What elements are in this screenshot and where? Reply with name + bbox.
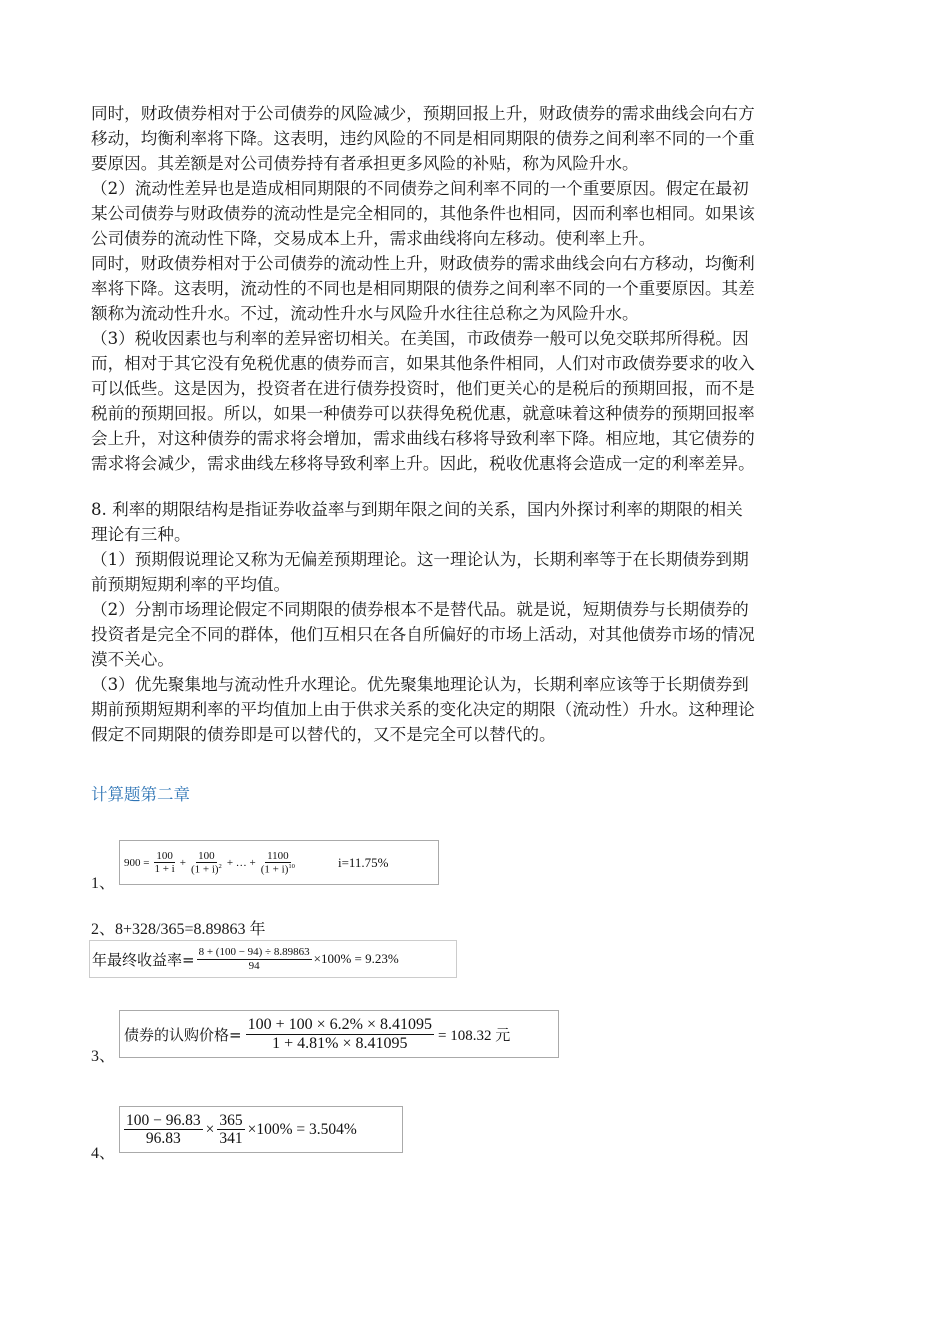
text-line: （2）流动性差异也是造成相同期限的不同债券之间利率不同的一个重要原因。假定在最初 xyxy=(91,179,749,198)
q1-result: i=11.75% xyxy=(337,854,389,870)
q4-times: × xyxy=(205,1120,215,1138)
q4-result: ×100% = 3.504% xyxy=(247,1120,357,1138)
question-3-number: 3、 xyxy=(91,1048,116,1065)
text-line: 额称为流动性升水。不过，流动性升水与风险升水往往总称之为风险升水。 xyxy=(91,304,639,323)
q2-result: ×100% = 9.23% xyxy=(313,951,399,966)
q1-term2: $\frac{100}{(1 + i)^2}$ xyxy=(190,849,222,876)
text-line: 公司债券的流动性下降，交易成本上升，需求曲线将向左移动。使利率上升。 xyxy=(91,229,656,248)
text-line: 可以低些。这是因为，投资者在进行债券投资时，他们更关心的是税后的预期回报，而不是 xyxy=(91,379,755,398)
question-1-number: 1、 xyxy=(91,875,116,892)
text-line: 漠不关心。 xyxy=(91,650,174,669)
text-line: 税前的预期回报。所以，如果一种债券可以获得免税优惠，就意味着这种债券的预期回报率 xyxy=(91,404,755,423)
text-line: 期前预期短期利率的平均值加上由于供求关系的变化决定的期限（流动性）升水。这种理论 xyxy=(91,700,755,719)
q3-result: = 108.32 元 xyxy=(437,1027,511,1044)
q4-fraction-2: $\frac{365}{341}$ xyxy=(219,1111,243,1147)
q1-lhs: 900 = xyxy=(124,856,150,869)
text-line: 理论有三种。 xyxy=(91,525,191,544)
q1-plus: + xyxy=(179,856,186,869)
formula-q1 xyxy=(119,840,439,885)
formula-q2 xyxy=(89,940,457,978)
q2-label: 年最终收益率= xyxy=(92,950,195,969)
q3-fraction: $\frac{100 + 100 \times 6.2\% \times 8.41095}{1 + 4.81\% \times 8.41095}$ xyxy=(247,1015,432,1052)
formula-q3 xyxy=(119,1010,559,1058)
question-4-number: 4、 xyxy=(91,1145,116,1162)
q2-fraction: $\frac{8 + (100 - 94) \div 8.89863}{94}$ xyxy=(198,946,310,972)
q3-label: 债券的认购价格= xyxy=(124,1025,242,1044)
text-line: （3）税收因素也与利率的差异密切相关。在美国，市政债券一般可以免交联邦所得税。因 xyxy=(91,329,749,348)
text-line: （3）优先聚集地与流动性升水理论。优先聚集地理论认为，长期利率应该等于长期债券到 xyxy=(91,675,749,694)
q1-term1: $\frac{100}{1 + i}$ xyxy=(154,849,175,875)
text-line: 率将下降。这表明，流动性的不同也是相同期限的债券之间利率不同的一个重要原因。其差 xyxy=(91,279,755,298)
text-line: 要原因。其差额是对公司债券持有者承担更多风险的补贴，称为风险升水。 xyxy=(91,154,639,173)
paragraph-risk-liquidity-tax xyxy=(91,101,863,476)
text-line: 前预期短期利率的平均值。 xyxy=(91,575,291,594)
text-line: 某公司债券与财政债券的流动性是完全相同的，其他条件也相同，因而利率也相同。如果该 xyxy=(91,204,755,223)
q1-dots: + … + xyxy=(226,856,256,869)
section-heading: 计算题第二章 xyxy=(91,785,190,804)
text-line: 而，相对于其它没有免税优惠的债券而言，如果其他条件相同，人们对市政债券要求的收入 xyxy=(91,354,755,373)
text-line: 假定不同期限的债券即是可以替代的，又不是完全可以替代的。 xyxy=(91,725,556,744)
text-line: 需求将会减少，需求曲线左移将导致利率上升。因此，税收优惠将会造成一定的利率差异。 xyxy=(91,454,755,473)
q1-term3: $\frac{1100}{(1 + i)^{10}}$ xyxy=(260,849,295,876)
q4-fraction-1: $\frac{100 - 96.83}{96.83}$ xyxy=(126,1111,201,1147)
text-line: （2）分割市场理论假定不同期限的债券根本不是替代品。就是说，短期债券与长期债券的 xyxy=(91,600,749,619)
text-line: 移动，均衡利率将下降。这表明，违约风险的不同是相同期限的债券之间利率不同的一个重 xyxy=(91,129,755,148)
text-line: （1）预期假说理论又称为无偏差预期理论。这一理论认为，长期利率等于在长期债券到期 xyxy=(91,550,749,569)
text-line: 8. 利率的期限结构是指证券收益率与到期年限之间的关系，国内外探讨利率的期限的相关 xyxy=(91,500,743,519)
text-line: 同时，财政债券相对于公司债券的风险减少，预期回报上升，财政债券的需求曲线会向右方 xyxy=(91,104,755,123)
paragraph-term-structure xyxy=(91,497,863,747)
text-line: 会上升，对这种债券的需求将会增加，需求曲线右移将导致利率下降。相应地，其它债券的 xyxy=(91,429,755,448)
text-line: 投资者是完全不同的群体，他们互相只在各自所偏好的市场上活动，对其他债券市场的情况 xyxy=(91,625,755,644)
question-2-line: 2、8+328/365=8.89863 年 xyxy=(91,921,266,938)
text-line: 同时，财政债券相对于公司债券的流动性上升，财政债券的需求曲线会向右方移动，均衡利 xyxy=(91,254,755,273)
formula-q4 xyxy=(119,1106,403,1153)
